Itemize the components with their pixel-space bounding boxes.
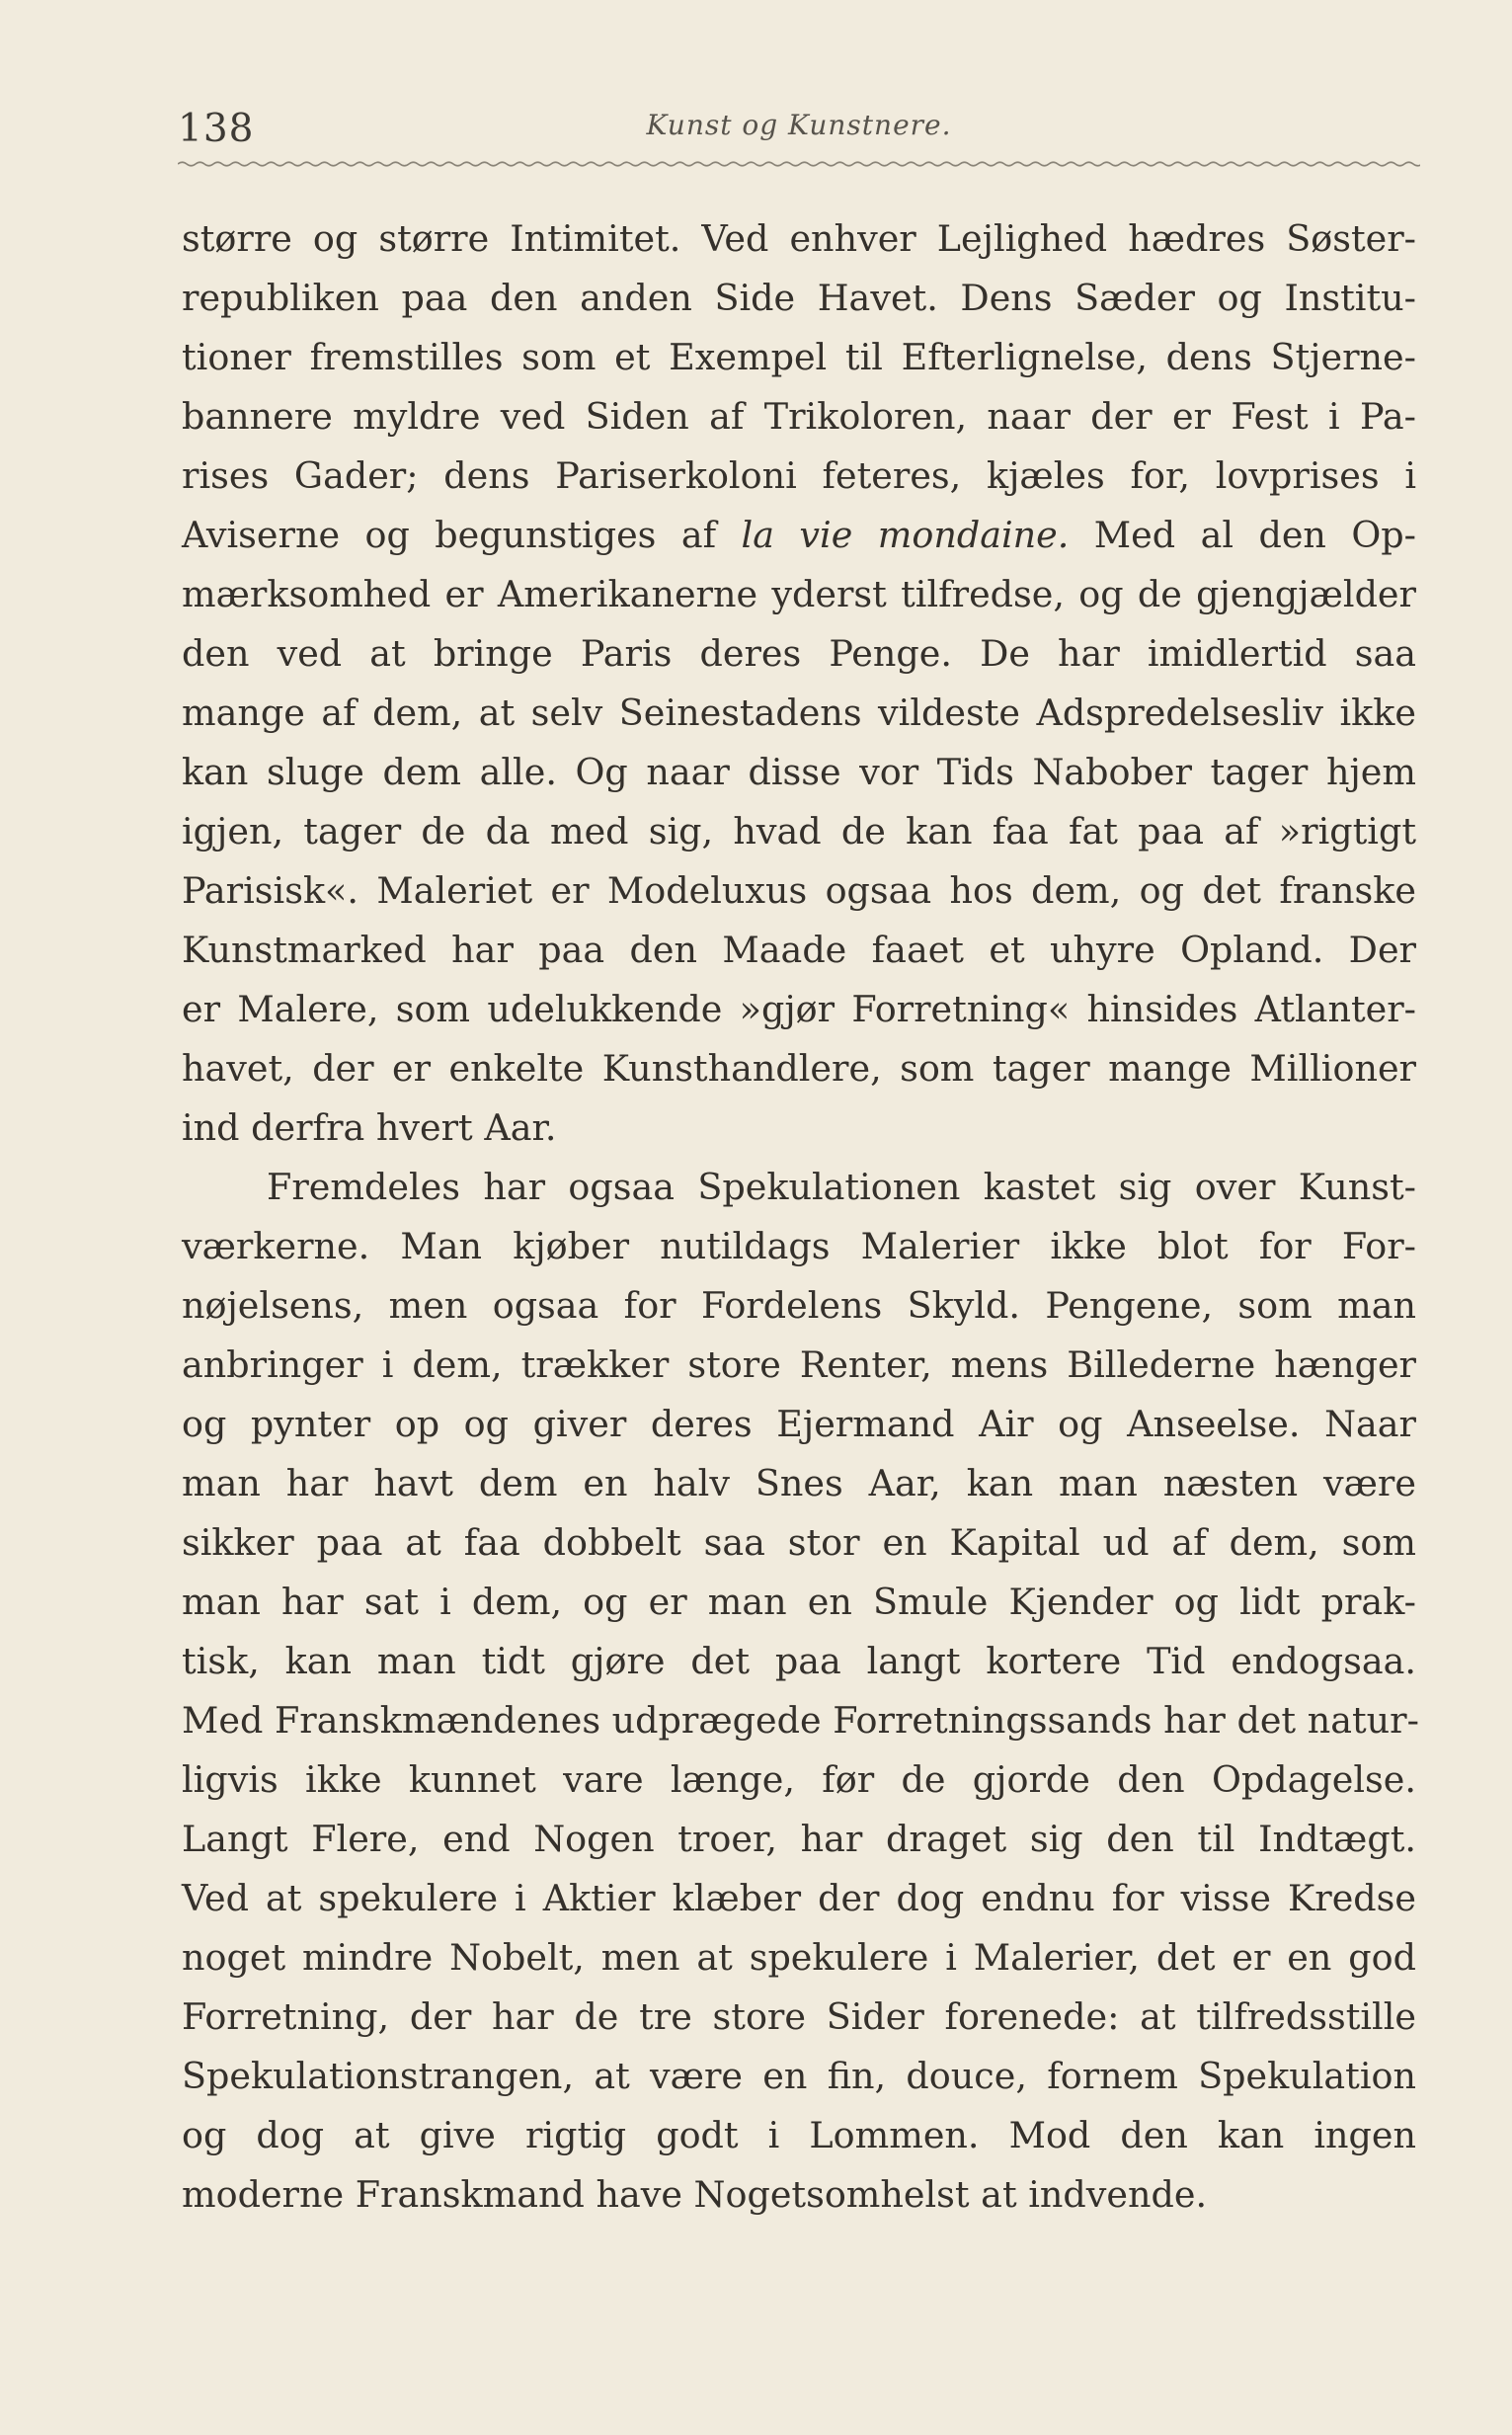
page-number: 138 (178, 107, 255, 151)
text-line: havet, der er enkelte Kunsthandlere, som tager mange Millioner (182, 1047, 1416, 1090)
text-line: større og større Intimitet. Ved enhver Lejlighed hædres Søster- (182, 217, 1416, 260)
text-segment: Aviserne og begunstiges af (182, 514, 742, 556)
text-line: man har sat i dem, og er man en Smule Kjender og lidt prak- (182, 1581, 1416, 1623)
text-line: er Malere, som udelukkende »gjør Forretning« hinsides Atlanter- (182, 988, 1416, 1030)
text-line: Ved at spekulere i Aktier klæber der dog endnu for visse Kredse (182, 1877, 1416, 1919)
text-line: Langt Flere, end Nogen troer, har draget sig den til Indtægt. (182, 1818, 1416, 1860)
text-line: ligvis ikke kunnet vare længe, før de gjorde den Opdagelse. (182, 1758, 1416, 1801)
text-line: bannere myldre ved Siden af Trikoloren, naar der er Fest i Pa- (182, 395, 1416, 438)
italic-phrase: la vie mondaine. (741, 514, 1070, 556)
text-line: tioner fremstilles som et Exempel til Efterlignelse, dens Stjerne- (182, 336, 1416, 378)
text-line: sikker paa at faa dobbelt saa stor en Kapital ud af dem, som (182, 1521, 1416, 1564)
wavy-rule-ornament (178, 158, 1420, 170)
text-line: ind derfra hvert Aar. (182, 1106, 557, 1149)
text-line: man har havt dem en halv Snes Aar, kan man næsten være (182, 1462, 1416, 1504)
text-line: den ved at bringe Paris deres Penge. De har imidlertid saa (182, 632, 1416, 675)
text-line: værkerne. Man kjøber nutildags Malerier ikke blot for For- (182, 1225, 1416, 1267)
text-segment: Med al den Op- (1069, 514, 1416, 556)
text-line: moderne Franskmand have Nogetsomhelst at indvende. (182, 2173, 1208, 2216)
text-line: Med Franskmændenes udprægede Forretningssands har det natur- (182, 1699, 1419, 1742)
text-line: noget mindre Nobelt, men at spekulere i Malerier, det er en god (182, 1936, 1416, 1979)
text-line: kan sluge dem alle. Og naar disse vor Tids Nabober tager hjem (182, 751, 1416, 793)
text-line: mange af dem, at selv Seinestadens vildeste Adspredelsesliv ikke (182, 691, 1416, 734)
text-line: tisk, kan man tidt gjøre det paa langt kortere Tid endogsaa. (182, 1640, 1416, 1682)
text-line: republiken paa den anden Side Havet. Dens Sæder og Institu- (182, 277, 1416, 319)
body-text (182, 209, 1419, 2225)
text-line (182, 506, 1416, 565)
text-line: Kunstmarked har paa den Maade faaet et uhyre Opland. Der (182, 929, 1416, 971)
text-line: og dog at give rigtig godt i Lommen. Mod den kan ingen (182, 2114, 1416, 2156)
text-line: Spekulationstrangen, at være en fin, douce, fornem Spekulation (182, 2055, 1416, 2097)
text-line: igjen, tager de da med sig, hvad de kan faa fat paa af »rigtigt (182, 810, 1416, 852)
text-line: Parisisk«. Maleriet er Modeluxus ogsaa hos dem, og det franske (182, 869, 1416, 912)
running-title: Kunst og Kunstnere. (646, 109, 952, 141)
text-line: og pynter op og giver deres Ejermand Air og Anseelse. Naar (182, 1403, 1416, 1445)
page-header (178, 97, 1420, 156)
text-line: rises Gader; dens Pariserkoloni feteres, kjæles for, lovprises i (182, 454, 1416, 497)
text-line: anbringer i dem, trækker store Renter, mens Billederne hænger (182, 1343, 1416, 1386)
text-line: nøjelsens, men ogsaa for Fordelens Skyld. Pengene, som man (182, 1284, 1416, 1327)
text-line: mærksomhed er Amerikanerne yderst tilfredse, og de gjengjælder (182, 573, 1416, 615)
text-line: Fremdeles har ogsaa Spekulationen kastet sig over Kunst- (267, 1166, 1416, 1208)
text-line: Forretning, der har de tre store Sider forenede: at tilfredsstille (182, 1995, 1416, 2038)
